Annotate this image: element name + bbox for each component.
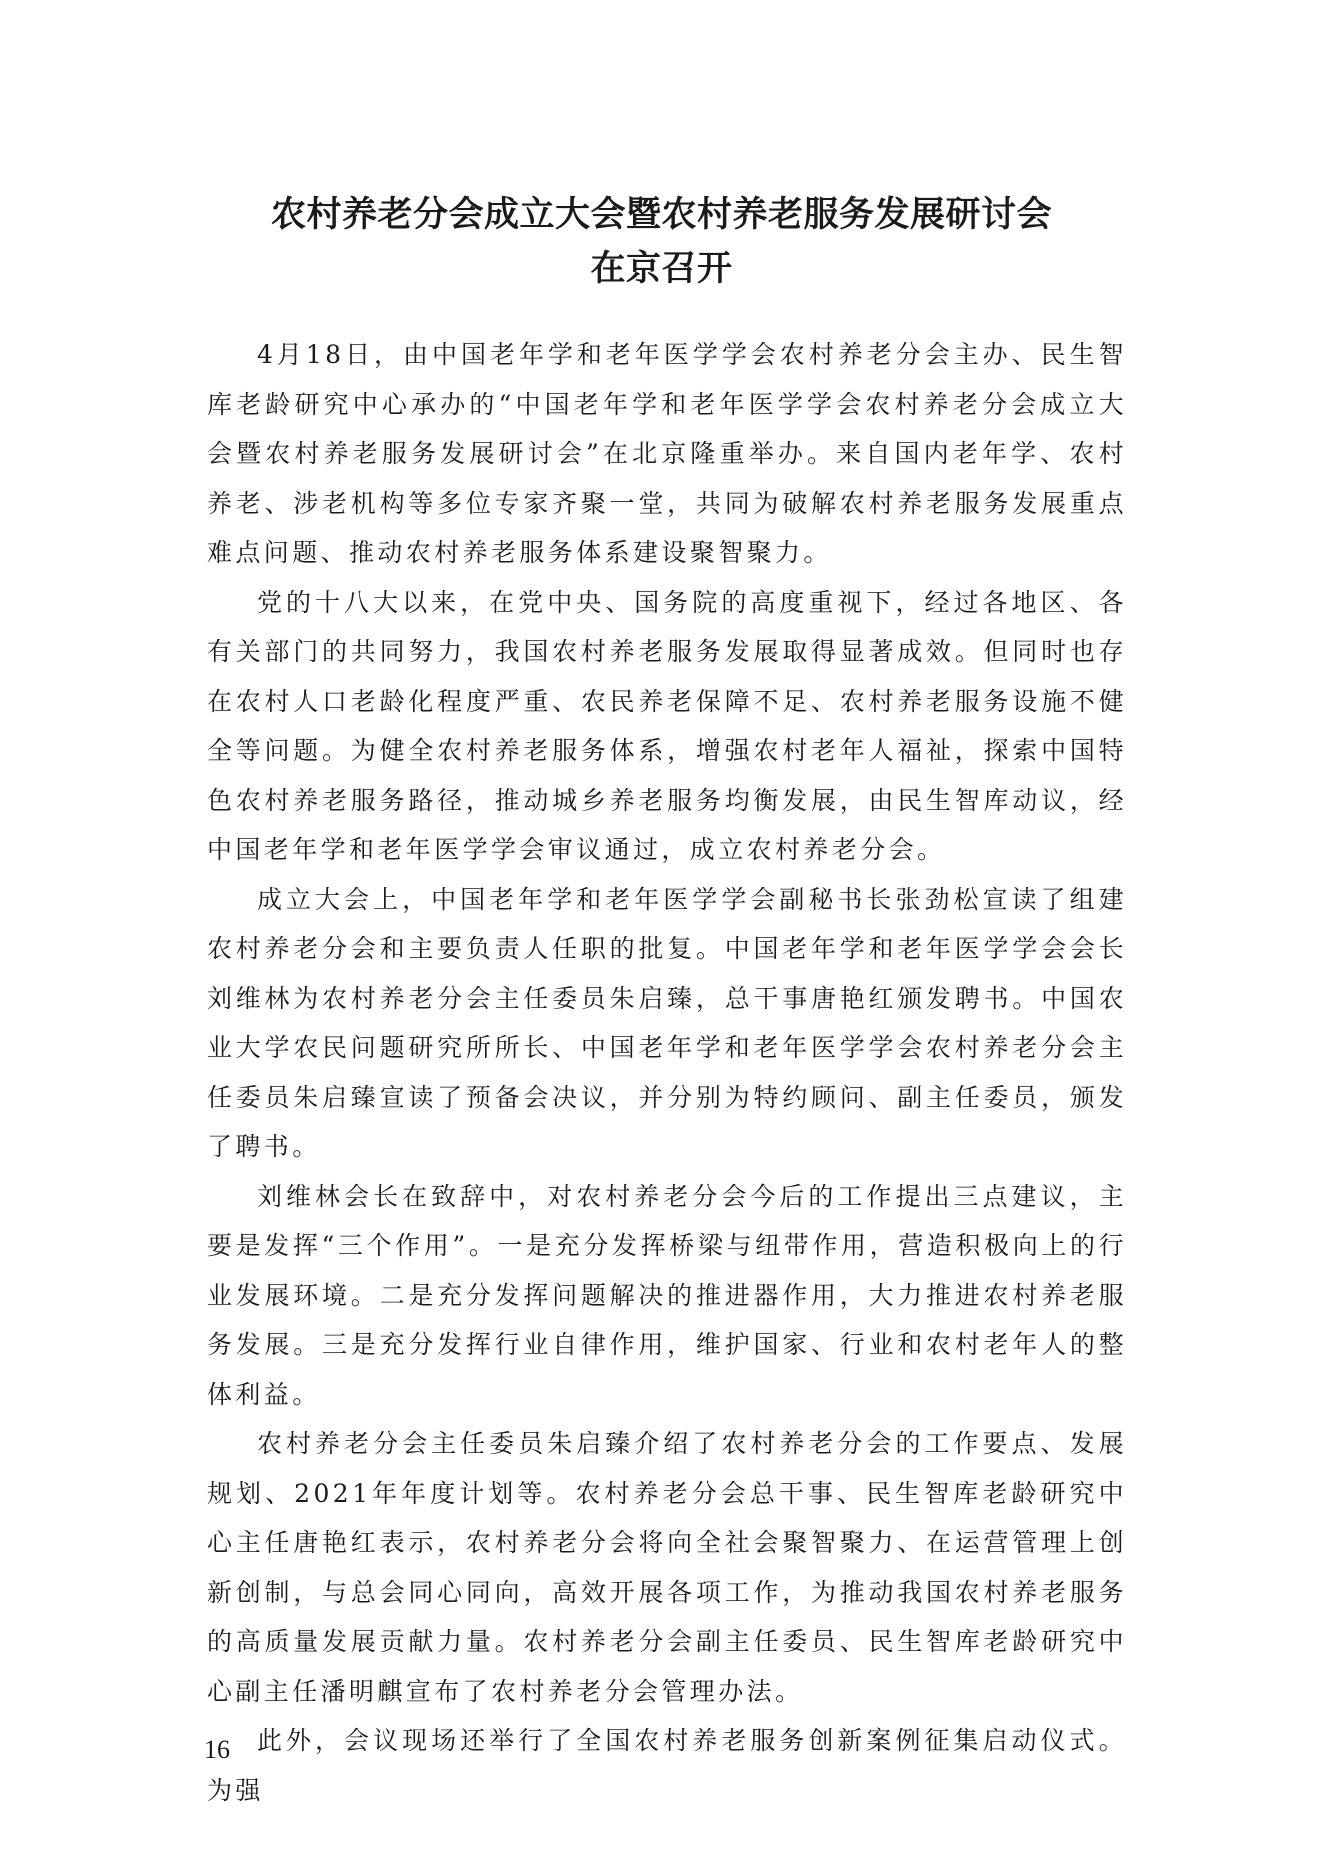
article-title-line-2: 在京召开	[590, 249, 733, 289]
paragraph-1: 4月18日，由中国老年学和老年医学学会农村养老分会主办、民生智库老龄研究中心承办的“中国老年学和老年医学学会农村养老分会成立大会暨农村养老服务发展研讨会”在北京隆重举办。来自国内老年学、农村养老、涉老机构等多位专家齐聚一堂，共同为破解农村养老服务发展重点难点问题、推动农村养老服务体系建设聚智聚力。	[207, 340, 1127, 567]
paragraph-2: 党的十八大以来，在党中央、国务院的高度重视下，经过各地区、各有关部门的共同努力，我国农村养老服务发展取得显著成效。但同时也存在农村人口老龄化程度严重、农民养老保障不足、农村养老服务设施不健全等问题。为健全农村养老服务体系，增强农村老年人福祉，探索中国特色农村养老服务路径，推动城乡养老服务均衡发展，由民生智库动议，经中国老年学和老年医学学会审议通过，成立农村养老分会。	[207, 587, 1127, 864]
paragraph-6: 此外，会议现场还举行了全国农村养老服务创新案例征集启动仪式。为强	[207, 1726, 1127, 1805]
article-title-line-1: 农村养老分会成立大会暨农村养老服务发展研讨会	[270, 195, 1052, 235]
paragraph-3: 成立大会上，中国老年学和老年医学学会副秘书长张劲松宣读了组建农村养老分会和主要负责人任职的批复。中国老年学和老年医学学会会长刘维林为农村养老分会主任委员朱启臻，总干事唐艳红颁发聘书。中国农业大学农民问题研究所所长、中国老年学和老年医学学会农村养老分会主任委员朱启臻宣读了预备会决议，并分别为特约顾问、副主任委员，颁发了聘书。	[207, 884, 1127, 1161]
article-body	[207, 330, 1127, 1815]
paragraph-4: 刘维林会长在致辞中，对农村养老分会今后的工作提出三点建议，主要是发挥“三个作用”。一是充分发挥桥梁与纽带作用，营造积极向上的行业发展环境。二是充分发挥问题解决的推进器作用，大力推进农村养老服务发展。三是充分发挥行业自律作用，维护国家、行业和农村老年人的整体利益。	[207, 1181, 1127, 1409]
page-number: 16	[204, 1735, 230, 1764]
paragraph-5: 农村养老分会主任委员朱启臻介绍了农村养老分会的工作要点、发展规划、2021年年度计划等。农村养老分会总干事、民生智库老龄研究中心主任唐艳红表示，农村养老分会将向全社会聚智聚力、在运营管理上创新创制，与总会同心同向，高效开展各项工作，为推动我国农村养老服务的高质量发展贡献力量。农村养老分会副主任委员、民生智库老龄研究中心副主任潘明麒宣布了农村养老分会管理办法。	[207, 1429, 1127, 1706]
